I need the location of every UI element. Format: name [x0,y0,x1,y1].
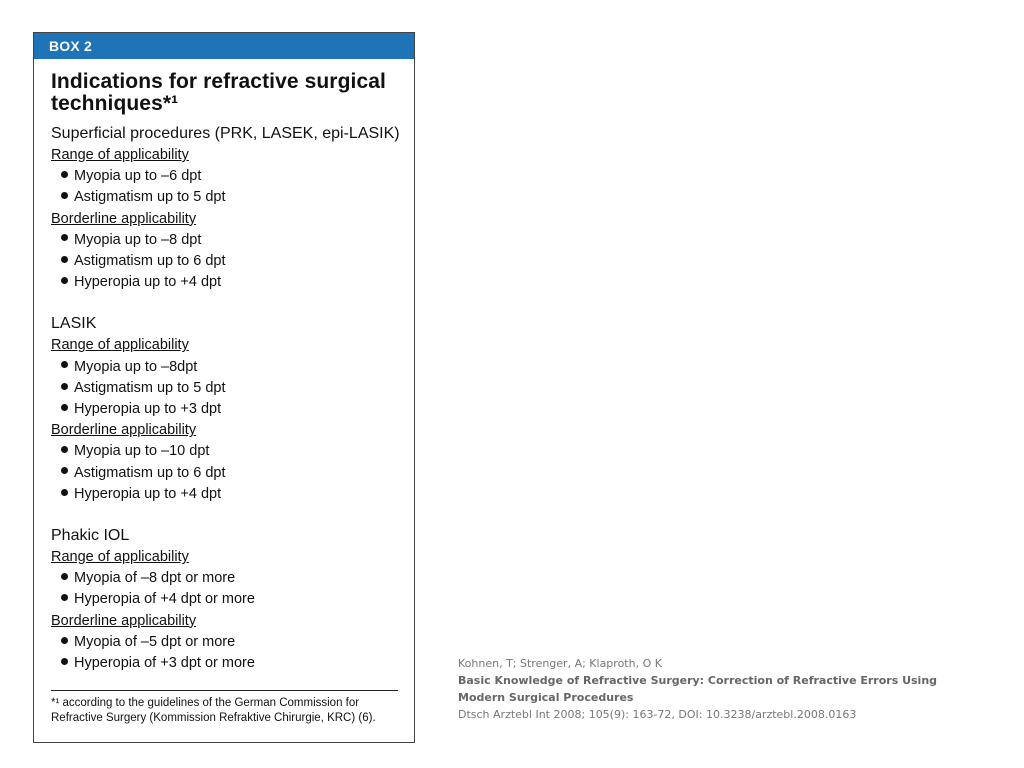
bullet-list [51,632,414,674]
group-heading: Borderline applicability [51,422,197,439]
list-item: Astigmatism up to 6 dpt [51,463,414,484]
bullet-icon [61,383,68,390]
bullet-icon [61,234,68,241]
box-label: BOX 2 [34,33,414,59]
citation [458,655,938,723]
list-item: Myopia up to –6 dpt [51,166,414,187]
list-item: Astigmatism up to 5 dpt [51,378,414,399]
bullet-icon [61,256,68,263]
list-item: Hyperopia of +3 dpt or more [51,653,414,674]
list-item: Myopia up to –8 dpt [51,230,414,251]
bullet-icon [61,404,68,411]
bullet-list [51,568,414,610]
list-item: Hyperopia up to +4 dpt [51,484,414,505]
bullet-list [51,357,414,421]
list-item: Myopia of –8 dpt or more [51,568,414,589]
bullet-icon [61,637,68,644]
bullet-icon [61,573,68,580]
bullet-icon [61,171,68,178]
section-title: Phakic IOL [51,527,130,545]
list-item: Hyperopia up to +3 dpt [51,399,414,420]
citation-source: Dtsch Arztebl Int 2008; 105(9): 163-72, DOI: 10.3238/arztebl.2008.0163 [458,708,857,721]
section-title: Superficial procedures (PRK, LASEK, epi-LASIK) [51,125,400,142]
list-item: Astigmatism up to 5 dpt [51,187,414,208]
bullet-icon [61,658,68,665]
bullet-list [51,230,414,294]
group-heading: Range of applicability [51,147,189,163]
group-heading: Borderline applicability [51,210,197,227]
bullet-icon [61,277,68,284]
list-item: Hyperopia up to +4 dpt [51,272,414,293]
bullet-icon [61,192,68,199]
box-content [51,123,414,674]
bullet-icon [61,446,68,453]
box-title: Indications for refractive surgical techniques*¹ [51,70,386,115]
bullet-icon [61,361,68,368]
footnote: *¹ according to the guidelines of the German Commission for Refractive Surgery (Kommission Refraktive Chirurgie, KRC) (6). [51,690,398,725]
bullet-icon [61,594,68,601]
group-heading: Range of applicability [51,549,189,566]
info-box [33,32,415,743]
group-heading: Borderline applicability [51,612,197,629]
bullet-list [51,166,414,208]
list-item: Myopia of –5 dpt or more [51,632,414,653]
list-item: Myopia up to –10 dpt [51,441,414,462]
bullet-list [51,441,414,505]
bullet-icon [61,489,68,496]
list-item: Hyperopia of +4 dpt or more [51,589,414,610]
section-title: LASIK [51,315,97,333]
list-item: Astigmatism up to 6 dpt [51,251,414,272]
bullet-icon [61,467,68,474]
list-item: Myopia up to –8dpt [51,357,414,378]
group-heading: Range of applicability [51,337,189,354]
citation-title: Basic Knowledge of Refractive Surgery: Correction of Refractive Errors Using Modern Surgical Procedures [458,674,938,704]
citation-authors: Kohnen, T; Strenger, A; Klaproth, O K [458,657,662,670]
